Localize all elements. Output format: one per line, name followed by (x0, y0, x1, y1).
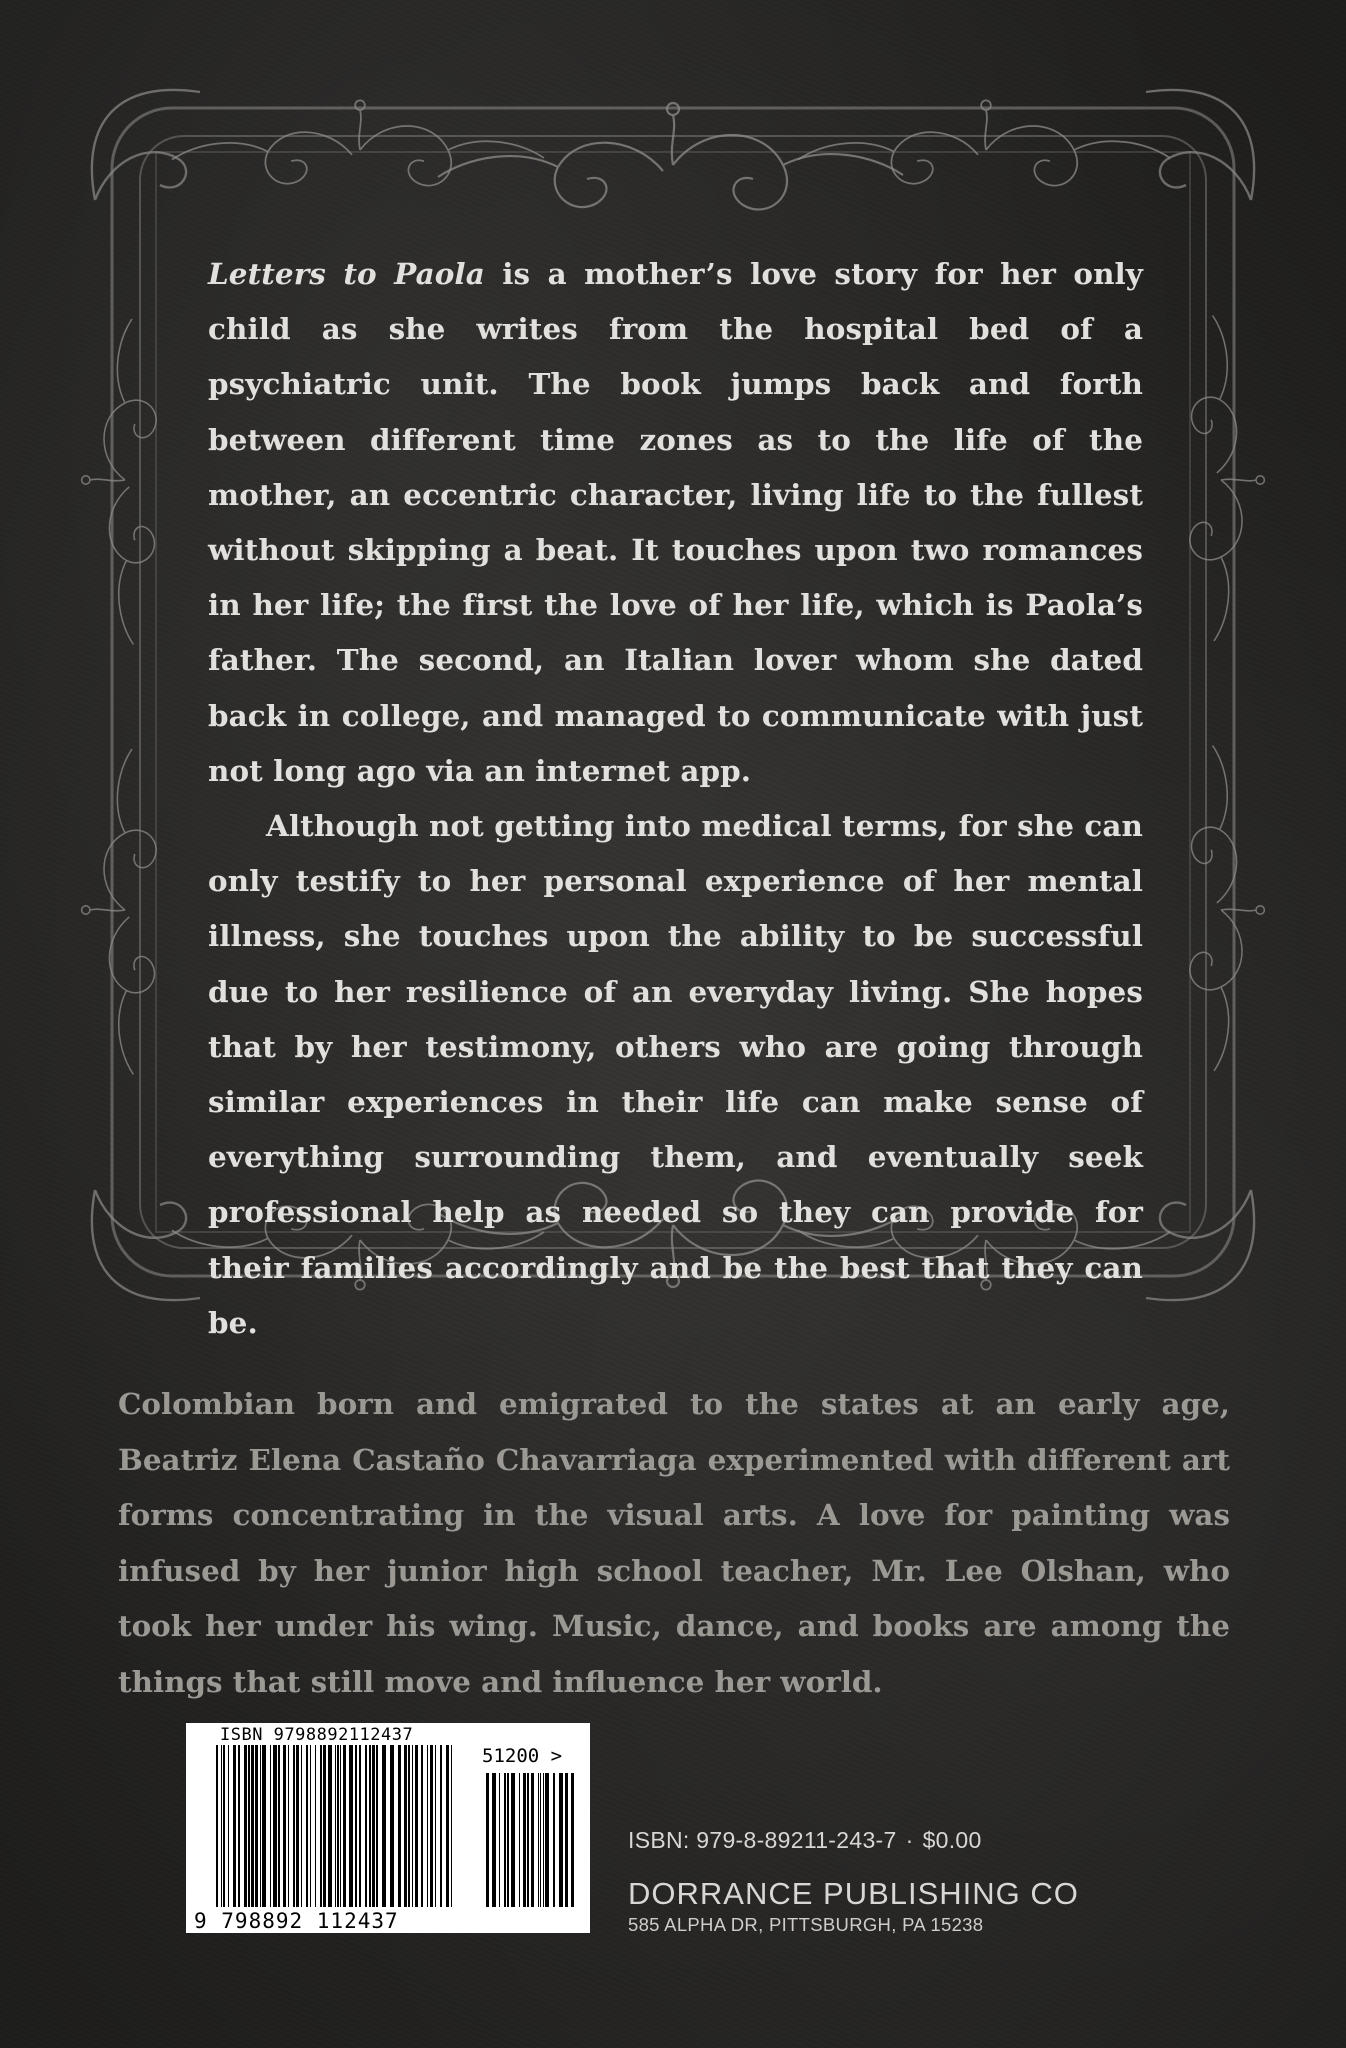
barcode-bar (343, 1745, 346, 1907)
barcode-bar (301, 1745, 302, 1907)
barcode-bar (421, 1745, 423, 1907)
barcode-bar (296, 1745, 299, 1907)
barcode-bar (293, 1745, 295, 1907)
barcode-bar (323, 1745, 326, 1907)
barcode-bar (288, 1745, 289, 1907)
barcode-bar (355, 1745, 357, 1907)
barcode-bar (398, 1745, 401, 1907)
barcode-bar (320, 1745, 322, 1907)
barcode-bar (328, 1745, 332, 1907)
barcode-bar (216, 1745, 218, 1907)
barcode-bar (369, 1745, 371, 1907)
top-ornament (172, 100, 1170, 209)
barcode-bar (412, 1745, 413, 1907)
isbn-barcode (186, 1723, 590, 1933)
barcode-bar (553, 1773, 555, 1907)
barcode-bar (283, 1745, 286, 1907)
left-ornament (82, 319, 157, 1075)
barcode-bar (340, 1745, 341, 1907)
barcode-bar (221, 1745, 222, 1907)
barcode-bar (451, 1745, 452, 1907)
barcode-bar (527, 1773, 529, 1907)
barcode-bar (440, 1745, 442, 1907)
barcode-bar (415, 1745, 418, 1907)
barcode-bar (523, 1773, 526, 1907)
barcode-bar (349, 1745, 353, 1907)
barcode-bar (499, 1773, 500, 1907)
barcode-bar (223, 1745, 225, 1907)
publisher-name: DORRANCE PUBLISHING CO (628, 1876, 1079, 1911)
barcode-bar (248, 1745, 250, 1907)
barcode-bar (519, 1773, 520, 1907)
barcode-bar (228, 1745, 229, 1907)
barcode-bar (335, 1745, 336, 1907)
barcode-bar (244, 1745, 247, 1907)
isbn-text: ISBN: 979-8-89211-243-7 (628, 1827, 897, 1853)
barcode-bar (359, 1745, 361, 1907)
barcode-bar (504, 1773, 506, 1907)
barcode-bar (310, 1745, 311, 1907)
barcode-bar (233, 1745, 236, 1907)
barcode-bar (559, 1773, 563, 1907)
barcode-bar (446, 1745, 449, 1907)
barcode-bar (531, 1773, 534, 1907)
book-price: $0.00 (922, 1827, 982, 1853)
barcode-bar (238, 1745, 240, 1907)
barcode-bar (427, 1745, 428, 1907)
barcode-bar (430, 1745, 433, 1907)
barcode-bar (255, 1745, 258, 1907)
barcode-bar (260, 1745, 261, 1907)
barcode-bar (571, 1773, 574, 1907)
isbn-separator: · (905, 1827, 914, 1853)
barcode-isbn-label: ISBN 9798892112437 (220, 1725, 414, 1745)
barcode-bar (507, 1773, 509, 1907)
blurb-paragraph-2: Although not getting into medical terms, for she can only testify to her personal experience of her mental illness, she touches upon the ability to be successful due to her resilience of an everyday living. She hopes that by her testimony, others who are going through similar experiences in their life can make sense of everything surrounding them, and eventually seek professional help as needed so they can provide for their families accordingly and be the best that they can be. (208, 808, 1143, 1340)
barcode-bar (376, 1745, 378, 1907)
barcode-bar (270, 1745, 271, 1907)
barcode-bar (545, 1773, 549, 1907)
barcode-bar (273, 1745, 277, 1907)
publisher-address: 585 ALPHA DR, PITTSBURGH, PA 15238 (628, 1914, 984, 1935)
right-ornament (1190, 316, 1265, 1072)
blurb-paragraph-1-text: is a mother’s love story for her only child as she writes from the hospital bed of a psychiatric unit. The book jumps back and forth between different time zones as to the life of the mother, an eccentric character, living life to the fullest without skipping a beat. It touches upon two romances in her life; the first the love of her life, which is Paola’s father. The second, an Italian lover whom she dated back in college, and managed to communicate with just not long ago via an internet app. (208, 256, 1143, 788)
barcode-bar (251, 1745, 254, 1907)
barcode-bar (382, 1745, 386, 1907)
publisher-info (628, 1827, 1079, 1936)
barcode-bar (365, 1745, 367, 1907)
barcode-bar (262, 1745, 266, 1907)
barcode-bar (278, 1745, 280, 1907)
barcode-bar (390, 1745, 394, 1907)
barcode-bar (538, 1773, 539, 1907)
isbn-price-line (628, 1827, 1079, 1854)
barcode-bar (306, 1745, 308, 1907)
barcode-bar (372, 1745, 375, 1907)
barcode-bar (404, 1745, 407, 1907)
barcode-bar (337, 1745, 339, 1907)
barcode-bars (216, 1745, 456, 1907)
barcode-bar (486, 1773, 489, 1907)
barcode-bar (565, 1773, 568, 1907)
blurb-paragraph-1 (208, 246, 1143, 798)
barcode-bar (315, 1745, 316, 1907)
barcode-bar (408, 1745, 410, 1907)
barcode-digits: 9 798892 112437 (194, 1909, 399, 1933)
back-cover-blurb (208, 246, 1143, 1350)
barcode-bar (540, 1773, 541, 1907)
barcode-bar (435, 1745, 436, 1907)
barcode-bar (492, 1773, 496, 1907)
barcode-bar (511, 1773, 515, 1907)
barcode-price-code: 51200 > (482, 1745, 563, 1767)
barcode-addon-bars (486, 1773, 576, 1907)
author-bio: Colombian born and emigrated to the states at an early age, Beatriz Elena Castaño Chavarriaga experimented with different art forms concentrating in the visual arts. A love for painting was infused by her junior high school teacher, Mr. Lee Olshan, who took her under his wing. Music, dance, and books are among the things that still move and influence her world. (118, 1386, 1230, 1699)
barcode-bar (543, 1773, 544, 1907)
book-title: Letters to Paola (208, 256, 485, 291)
